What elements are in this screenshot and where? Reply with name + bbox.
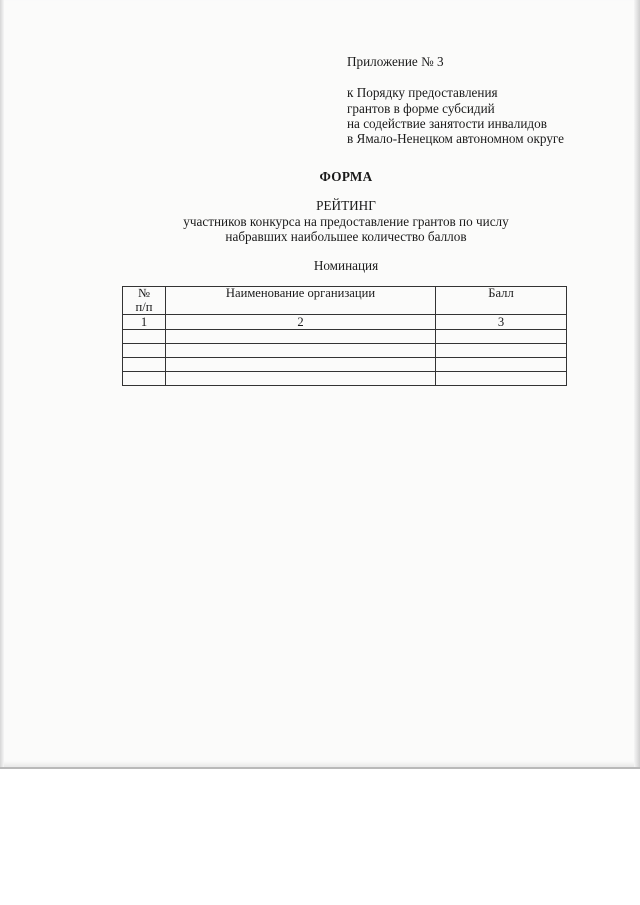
table-cell [166, 344, 436, 358]
table-cell [436, 372, 567, 386]
subtitle-line: набравших наибольшее количество баллов [225, 229, 467, 244]
empty-rows [123, 330, 567, 386]
column-number: 2 [166, 315, 436, 330]
appendix-line: в Ямало-Ненецком автономном округе [347, 131, 564, 147]
table-row [123, 372, 567, 386]
column-number: 3 [436, 315, 567, 330]
appendix-line: к Порядку предоставления [347, 85, 498, 101]
appendix-number: Приложение № 3 [347, 54, 444, 69]
subtitle-line: участников конкурса на предоставление грантов по числу [183, 214, 509, 229]
table-cell [123, 372, 166, 386]
header-org: Наименование организации [166, 287, 436, 315]
table-cell [436, 358, 567, 372]
nomination-label: Номинация [313, 258, 379, 273]
table-cell [123, 358, 166, 372]
rating-subtitle [0, 214, 640, 244]
table-cell [166, 358, 436, 372]
column-number-row [123, 315, 567, 330]
table-row [123, 344, 567, 358]
table-header-row [123, 287, 567, 315]
table-row [123, 330, 567, 344]
table-cell [436, 330, 567, 344]
appendix-line: на содействие занятости инвалидов [347, 115, 547, 131]
table-cell [166, 330, 436, 344]
table-cell [123, 344, 166, 358]
table-cell [123, 330, 166, 344]
header-num-line2: п/п [135, 299, 153, 314]
table-cell [166, 372, 436, 386]
appendix-line: грантов в форме субсидий [347, 100, 495, 116]
appendix-header [347, 54, 564, 146]
header-score: Балл [436, 287, 567, 315]
rating-title: РЕЙТИНГ [316, 198, 376, 213]
form-title: ФОРМА [319, 169, 373, 184]
header-num [123, 287, 166, 315]
header-num-line1: № [137, 286, 151, 300]
column-number: 1 [123, 315, 166, 330]
table-row [123, 358, 567, 372]
table-cell [436, 344, 567, 358]
rating-table [122, 286, 567, 386]
